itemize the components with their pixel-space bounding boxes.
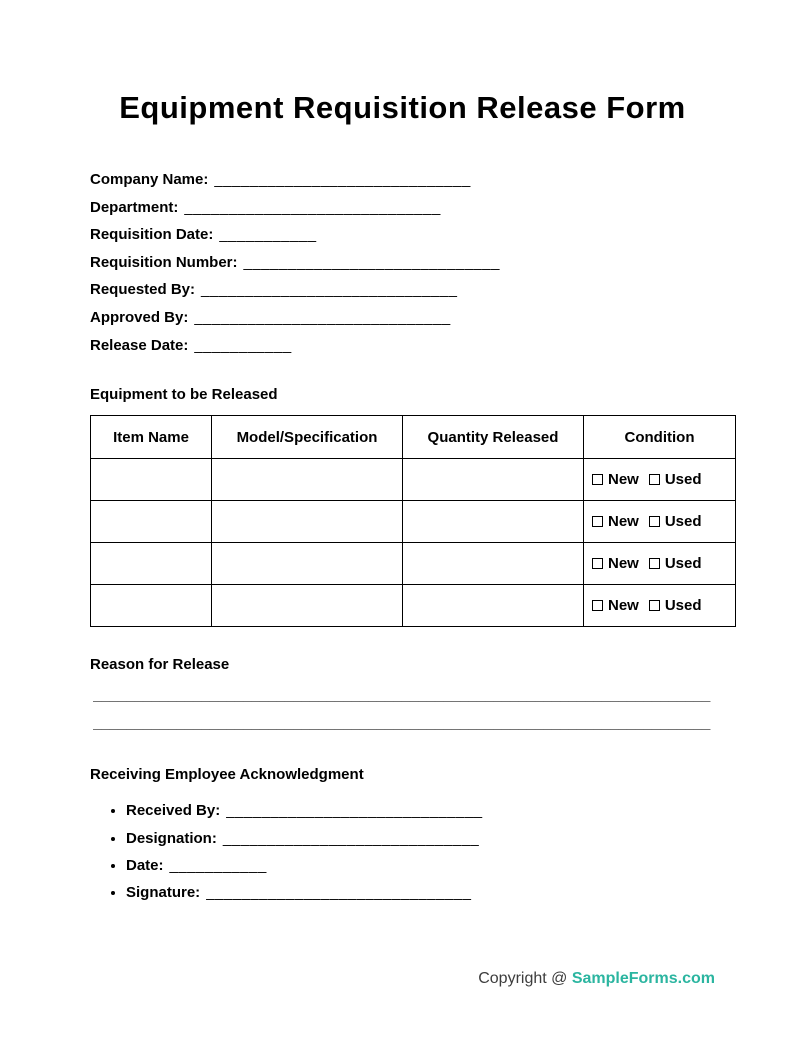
field-approved-by — [90, 304, 735, 332]
table-cell-item-name — [91, 459, 212, 501]
column-header-condition: Condition — [584, 416, 736, 459]
page-title: Equipment Requisition Release Form — [119, 90, 686, 125]
field-requisition-number — [90, 249, 735, 277]
field-label: Department: — [90, 198, 179, 216]
reason-blank-line: __________________________________________________________________________ — [93, 686, 711, 704]
reason-blank-line: __________________________________________________________________________ — [93, 714, 711, 732]
sampleforms-link[interactable]: SampleForms.com — [571, 970, 715, 987]
table-row — [91, 501, 736, 543]
item-blank-line: _____________________________ — [222, 829, 480, 847]
list-item-signature — [126, 879, 735, 906]
table-cell-quantity-released — [403, 501, 584, 543]
field-blank-line: _____________________________ — [243, 253, 500, 271]
item-label: Received By: — [126, 802, 221, 820]
field-requisition-date — [90, 221, 735, 249]
acknowledgment-section-heading: Receiving Employee Acknowledgment — [90, 766, 364, 784]
reason-section-heading: Reason for Release — [90, 656, 230, 674]
condition-new-label: New — [608, 513, 639, 531]
used-checkbox-icon — [649, 516, 660, 527]
field-label: Requisition Number: — [90, 253, 238, 271]
item-label: Date: — [126, 856, 164, 874]
table-row — [91, 585, 736, 627]
item-label: Designation: — [126, 829, 217, 847]
table-cell-quantity-released — [403, 543, 584, 585]
condition-new-label: New — [608, 555, 639, 573]
condition-used-label: Used — [664, 555, 702, 573]
list-item-designation — [126, 825, 735, 852]
field-label: Company Name: — [90, 171, 209, 188]
header-fields — [90, 166, 735, 359]
table-cell-quantity-released — [403, 585, 584, 627]
copyright-text: Copyright @ — [478, 970, 568, 987]
field-label: Requested By: — [90, 281, 196, 299]
condition-new-label: New — [608, 471, 639, 489]
used-checkbox-icon — [649, 474, 660, 485]
field-label: Approved By: — [90, 308, 189, 326]
field-blank-line: _____________________________ — [214, 171, 471, 188]
field-department — [90, 194, 735, 222]
field-blank-line: _____________________________ — [194, 308, 451, 326]
condition-new-label: New — [608, 597, 639, 615]
table-cell-item-name — [91, 585, 212, 627]
used-checkbox-icon — [649, 558, 660, 569]
field-requested-by — [90, 276, 735, 304]
acknowledgment-list — [90, 797, 735, 907]
item-blank-line: ___________ — [169, 856, 267, 874]
column-header-item-name: Item Name — [91, 416, 212, 459]
new-checkbox-icon — [592, 474, 603, 485]
reason-lines — [93, 681, 735, 737]
field-company-name — [90, 166, 735, 194]
field-blank-line: ___________ — [219, 226, 317, 244]
table-cell-item-name — [91, 501, 212, 543]
table-cell-condition — [584, 501, 736, 543]
table-header-row — [91, 416, 736, 459]
field-label: Requisition Date: — [90, 226, 214, 244]
field-blank-line: _____________________________ — [184, 198, 441, 216]
field-blank-line: _____________________________ — [201, 281, 458, 299]
new-checkbox-icon — [592, 600, 603, 611]
table-cell-model-specification — [212, 585, 403, 627]
table-cell-item-name — [91, 543, 212, 585]
equipment-table — [90, 415, 736, 627]
condition-used-label: Used — [664, 513, 702, 531]
new-checkbox-icon — [592, 558, 603, 569]
table-cell-model-specification — [212, 501, 403, 543]
table-cell-quantity-released — [403, 459, 584, 501]
field-release-date — [90, 332, 735, 360]
table-cell-condition — [584, 459, 736, 501]
field-label: Release Date: — [90, 336, 189, 354]
new-checkbox-icon — [592, 516, 603, 527]
column-header-quantity-released: Quantity Released — [403, 416, 584, 459]
table-cell-condition — [584, 585, 736, 627]
table-cell-model-specification — [212, 543, 403, 585]
list-item-date — [126, 852, 735, 879]
table-row — [91, 459, 736, 501]
table-cell-model-specification — [212, 459, 403, 501]
column-header-model-specification: Model/Specification — [212, 416, 403, 459]
table-row — [91, 543, 736, 585]
equipment-section-heading: Equipment to be Released — [90, 386, 278, 404]
item-blank-line: ______________________________ — [206, 884, 472, 902]
condition-used-label: Used — [664, 597, 702, 615]
field-blank-line: ___________ — [194, 336, 292, 354]
condition-used-label: Used — [664, 471, 702, 489]
used-checkbox-icon — [649, 600, 660, 611]
item-label: Signature: — [126, 884, 201, 902]
table-cell-condition — [584, 543, 736, 585]
footer-copyright — [478, 970, 715, 988]
item-blank-line: _____________________________ — [226, 802, 483, 820]
list-item-received-by — [126, 797, 735, 824]
